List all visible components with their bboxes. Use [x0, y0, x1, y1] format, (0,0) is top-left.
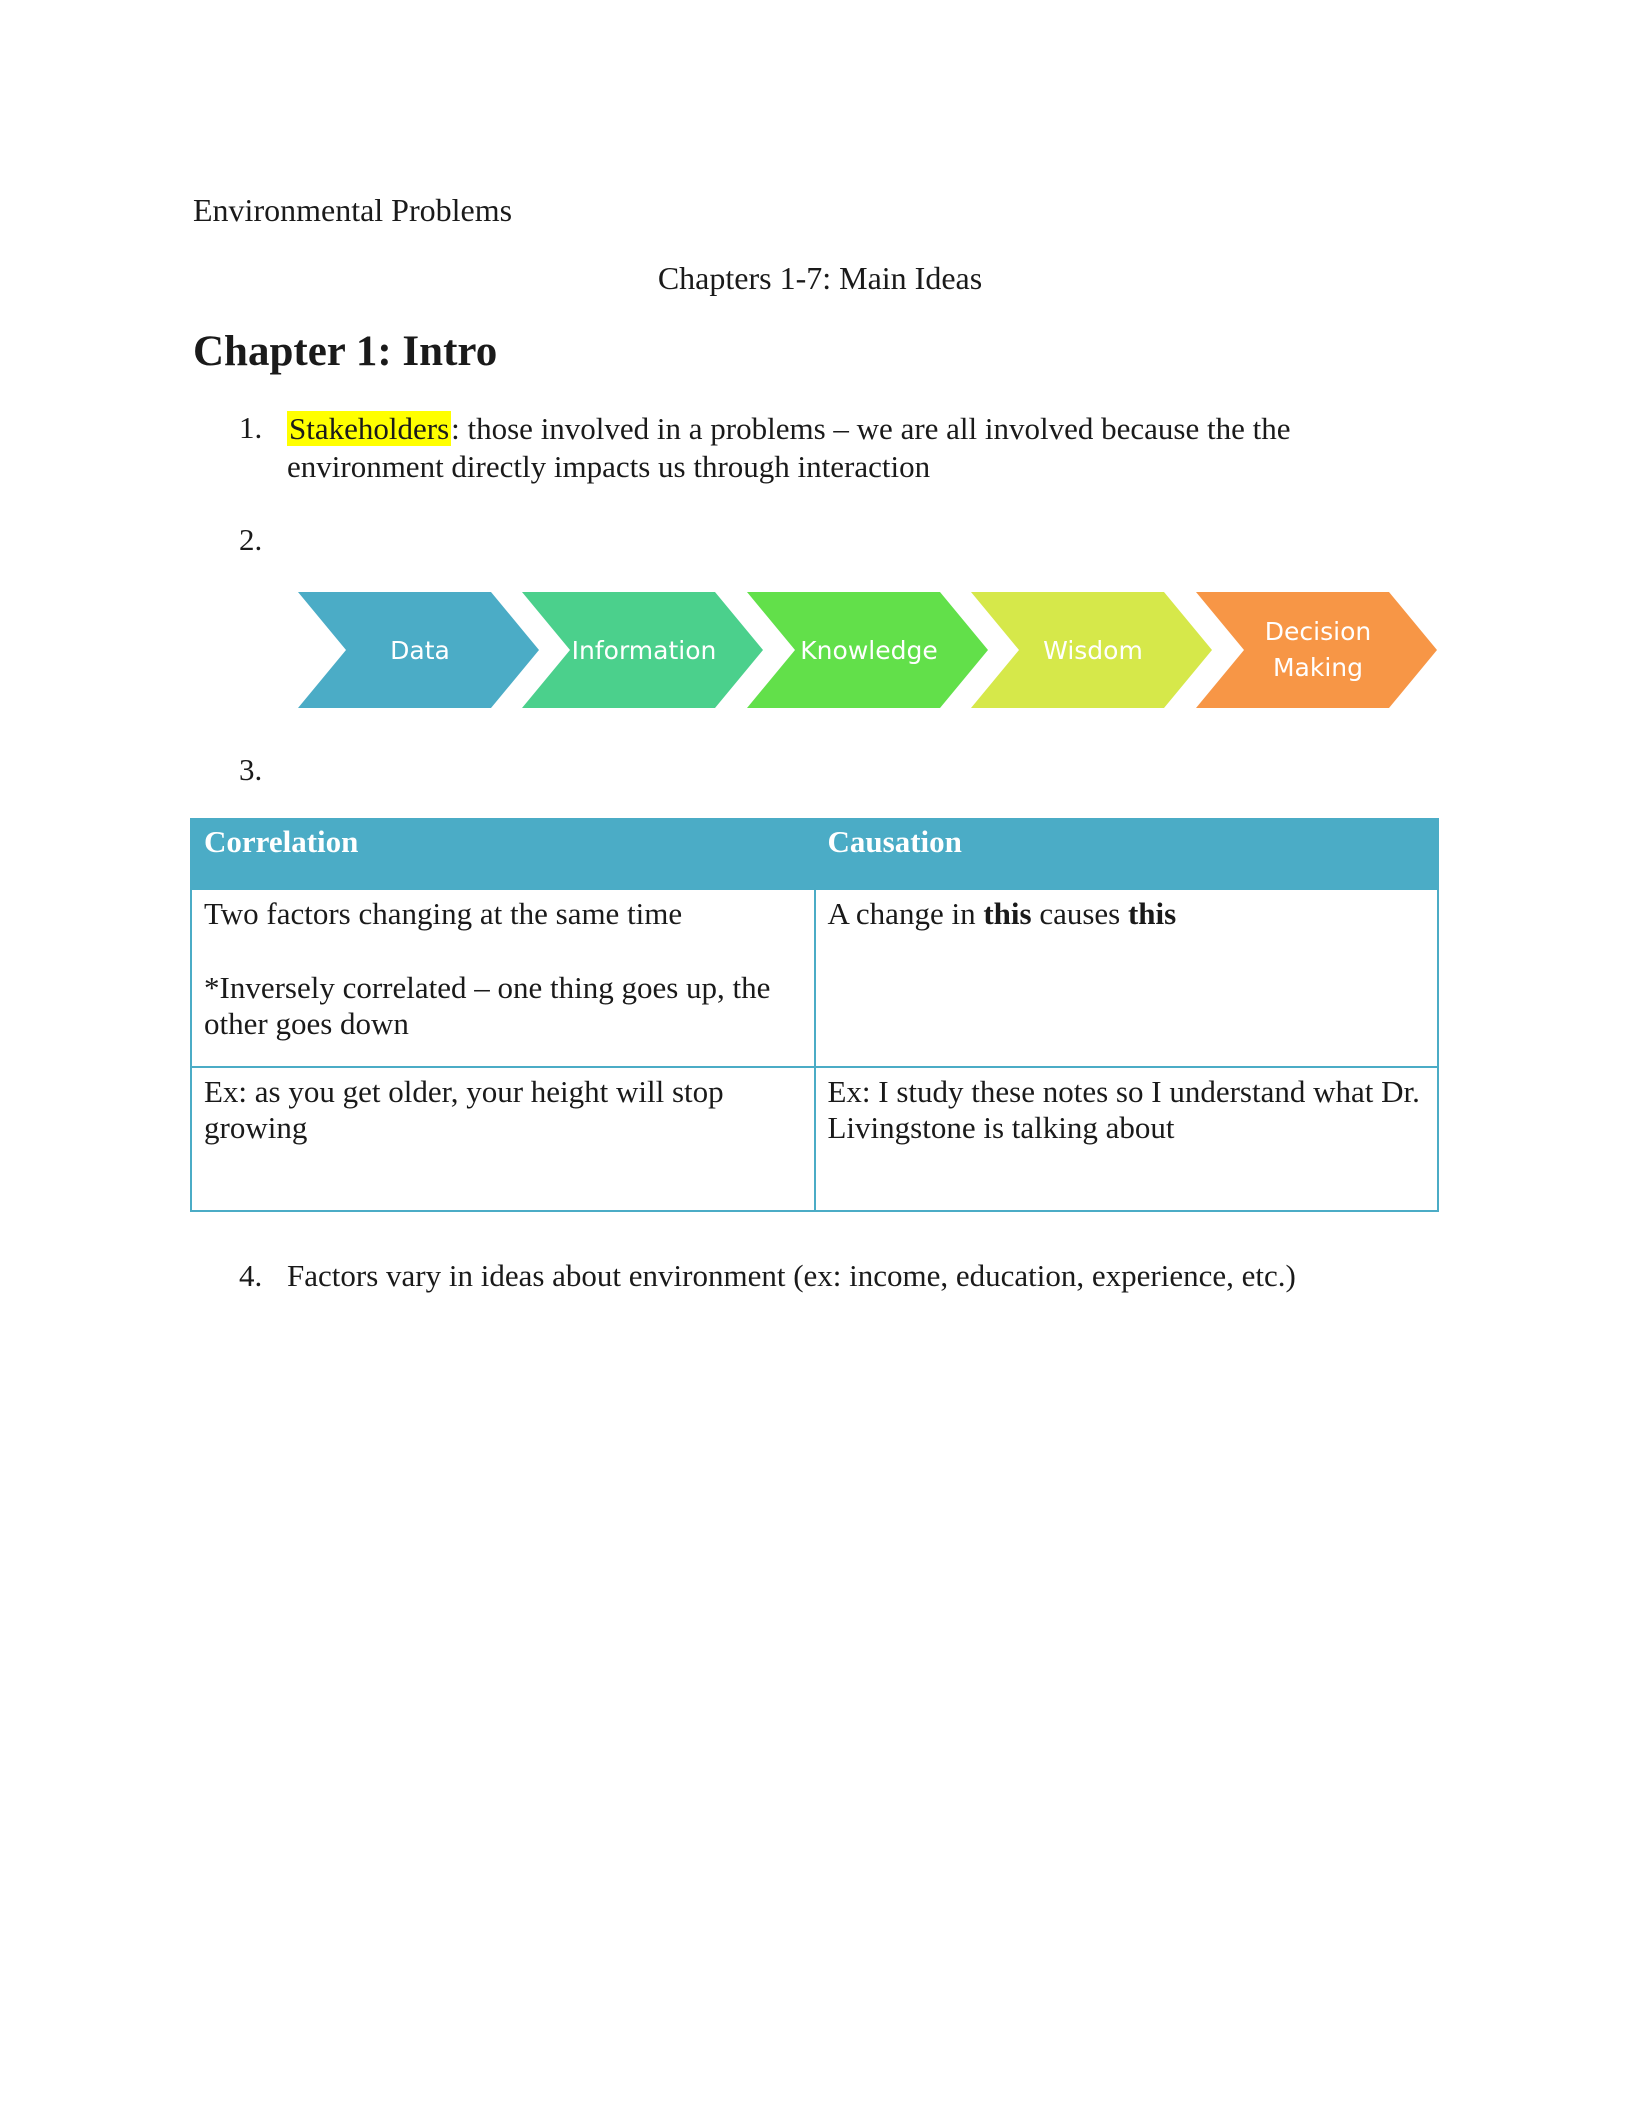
causation-prefix: A change in: [827, 896, 984, 931]
cell-correlation-example: [191, 1067, 815, 1211]
header-causation: Causation: [815, 819, 1439, 889]
chevron-label-data: Data: [390, 636, 450, 665]
chevron-label-decision: Decision: [1264, 617, 1372, 646]
correlation-example: Ex: as you get older, your height will stop growing: [204, 1074, 724, 1145]
chevron-label-wisdom: Wisdom: [1043, 636, 1143, 665]
cell-causation-example: [815, 1067, 1439, 1211]
document-title: Chapters 1-7: Main Ideas: [657, 260, 983, 296]
list-number-4: 4.: [239, 1258, 263, 1293]
header-correlation: Correlation: [191, 819, 815, 889]
table-row: [191, 889, 1438, 1067]
list-number-3: 3.: [239, 752, 263, 787]
causation-definition: [828, 896, 1426, 932]
causation-example: Ex: I study these notes so I understand what Dr. Livingstone is talking about: [827, 1074, 1420, 1145]
chapter-heading: Chapter 1: Intro: [193, 328, 498, 375]
causation-bold-2: this: [1127, 896, 1177, 931]
chevron-label-knowledge: Knowledge: [800, 636, 938, 665]
cell-causation-definition: [815, 889, 1439, 1067]
chevron-decision-making: [1196, 592, 1437, 708]
term-definition: : those involved in a problems – we are all involved because the the environment directly impacts us through interaction: [287, 411, 1291, 484]
table-row: [191, 1067, 1438, 1211]
process-chevron-diagram: [298, 592, 1438, 708]
inverse-correlation-note: *Inversely correlated – one thing goes up, the other goes down: [204, 970, 771, 1041]
list-item-factors: Factors vary in ideas about environment (ex: income, education, experience, etc.): [287, 1258, 1296, 1293]
list-item-stakeholders: [287, 410, 1377, 486]
list-number-2: 2.: [239, 522, 263, 557]
highlighted-term: Stakeholders: [289, 411, 450, 446]
correlation-definition: Two factors changing at the same time: [204, 896, 683, 931]
chevron-label-information: Information: [571, 636, 717, 665]
causation-middle: causes: [1031, 896, 1128, 931]
course-title: Environmental Problems: [193, 192, 513, 228]
table-header-row: [191, 819, 1438, 889]
correlation-causation-table: [190, 818, 1439, 1212]
causation-bold-1: this: [983, 896, 1032, 931]
list-number-1: 1.: [239, 410, 263, 445]
cell-correlation-definition: [191, 889, 815, 1067]
chevron-label-making: Making: [1272, 653, 1364, 682]
